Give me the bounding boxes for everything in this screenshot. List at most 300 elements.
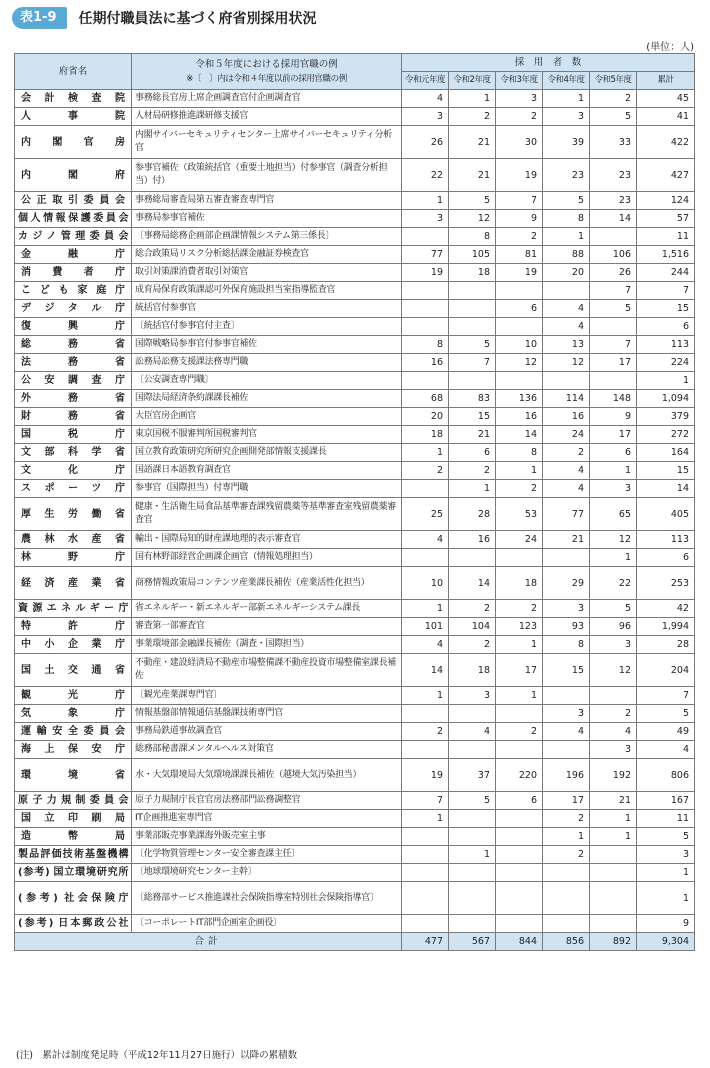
hire-count: 6 (590, 444, 637, 462)
hire-count: 20 (543, 264, 590, 282)
total-value: 567 (449, 933, 496, 951)
table-row (15, 228, 695, 246)
job-title: 人材局研修推進課研修支援官 (132, 108, 402, 126)
job-title: 〔観光産業課専門官〕 (132, 687, 402, 705)
job-title: 総合政策局リスク分析総括課金融証券検査官 (132, 246, 402, 264)
hire-count (543, 549, 590, 567)
hire-count: 10 (402, 567, 449, 600)
job-title: 〔地球環境研究センター主幹〕 (132, 864, 402, 882)
cumulative-count: 57 (637, 210, 695, 228)
hire-count (543, 741, 590, 759)
table-row (15, 882, 695, 915)
hire-count: 37 (449, 759, 496, 792)
hire-count: 4 (590, 723, 637, 741)
agency-name: (参考) 社会保険庁 (15, 882, 132, 915)
hire-count: 1 (496, 687, 543, 705)
agency-name: 法務省 (15, 354, 132, 372)
hire-count (402, 372, 449, 390)
hire-count: 77 (543, 498, 590, 531)
hire-count: 123 (496, 618, 543, 636)
hire-count: 2 (543, 444, 590, 462)
hire-count (496, 846, 543, 864)
hire-count: 2 (402, 723, 449, 741)
hire-count (543, 915, 590, 933)
hiring-table (14, 53, 695, 951)
hire-count (590, 882, 637, 915)
hire-count: 3 (543, 108, 590, 126)
cumulative-count: 113 (637, 531, 695, 549)
hire-count: 68 (402, 390, 449, 408)
table-row (15, 687, 695, 705)
table-row (15, 864, 695, 882)
hire-count: 5 (590, 300, 637, 318)
hire-count: 8 (543, 210, 590, 228)
hire-count: 148 (590, 390, 637, 408)
hire-count: 9 (590, 408, 637, 426)
hire-count (496, 741, 543, 759)
hire-count (590, 687, 637, 705)
hire-count: 5 (449, 192, 496, 210)
cumulative-count: 11 (637, 228, 695, 246)
job-title: 訟務局訟務支援課法務専門職 (132, 354, 402, 372)
job-title: 東京国税不服審判所国税審判官 (132, 426, 402, 444)
agency-name: 特許庁 (15, 618, 132, 636)
table-row (15, 336, 695, 354)
hire-count: 3 (590, 741, 637, 759)
total-cumulative: 9,304 (637, 933, 695, 951)
table-row (15, 390, 695, 408)
hire-count: 26 (590, 264, 637, 282)
job-title: 健康・生活衛生局食品基準審査課残留農薬等基準審査室残留農薬審査官 (132, 498, 402, 531)
hire-count: 5 (590, 600, 637, 618)
hire-count: 7 (590, 336, 637, 354)
hire-count: 23 (590, 192, 637, 210)
job-title: 輸出・国際局知的財産課地理的表示審査官 (132, 531, 402, 549)
total-value: 844 (496, 933, 543, 951)
agency-name: 公安調査庁 (15, 372, 132, 390)
agency-name: 林野庁 (15, 549, 132, 567)
hire-count: 53 (496, 498, 543, 531)
hire-count: 1 (543, 228, 590, 246)
hire-count: 26 (402, 126, 449, 159)
hire-count: 93 (543, 618, 590, 636)
cumulative-count: 14 (637, 480, 695, 498)
hire-count: 12 (449, 210, 496, 228)
hire-count: 4 (402, 636, 449, 654)
agency-name: 総務省 (15, 336, 132, 354)
table-row (15, 480, 695, 498)
cumulative-count: 7 (637, 687, 695, 705)
hire-count: 1 (496, 636, 543, 654)
cumulative-count: 5 (637, 828, 695, 846)
hire-count (402, 300, 449, 318)
hire-count (496, 549, 543, 567)
hire-count: 21 (449, 159, 496, 192)
hire-count: 101 (402, 618, 449, 636)
hire-count (543, 864, 590, 882)
job-title: 内閣サイバーセキュリティセンター上席サイバーセキュリティ分析官 (132, 126, 402, 159)
job-title: 事業環境部金融課長補佐（調査・国際担当） (132, 636, 402, 654)
table-row (15, 759, 695, 792)
job-title: 参事官（国際担当）付専門職 (132, 480, 402, 498)
table-row (15, 264, 695, 282)
cumulative-count: 42 (637, 600, 695, 618)
hire-count: 114 (543, 390, 590, 408)
hire-count: 14 (449, 567, 496, 600)
header-job-note: ※〔 〕内は令和４年度以前の採用官職の例 (186, 73, 347, 84)
table-row (15, 300, 695, 318)
table-row (15, 705, 695, 723)
job-title: 総務部秘書課メンタルヘルス対策官 (132, 741, 402, 759)
hire-count (496, 882, 543, 915)
hire-count: 22 (402, 159, 449, 192)
job-title: 事務局参事官補佐 (132, 210, 402, 228)
table-row (15, 354, 695, 372)
agency-name: 財務省 (15, 408, 132, 426)
hire-count: 21 (590, 792, 637, 810)
hire-count (590, 915, 637, 933)
agency-name: こども家庭庁 (15, 282, 132, 300)
agency-name: 公正取引委員会 (15, 192, 132, 210)
hire-count: 21 (449, 126, 496, 159)
table-row (15, 549, 695, 567)
hire-count: 5 (449, 792, 496, 810)
hire-count: 17 (590, 354, 637, 372)
header-job-main: 令和５年度における採用官職の例 (195, 58, 338, 70)
table-row (15, 828, 695, 846)
table-row (15, 792, 695, 810)
agency-name: 消費者庁 (15, 264, 132, 282)
table-row (15, 618, 695, 636)
job-title: 情報基盤部情報通信基盤課技術専門官 (132, 705, 402, 723)
job-title: 国語課日本語教育調査官 (132, 462, 402, 480)
cumulative-count: 124 (637, 192, 695, 210)
hire-count: 30 (496, 126, 543, 159)
cumulative-count: 167 (637, 792, 695, 810)
hire-count (449, 915, 496, 933)
table-row (15, 636, 695, 654)
job-title: 事務局鉄道事故調査官 (132, 723, 402, 741)
cumulative-count: 9 (637, 915, 695, 933)
hire-count: 12 (590, 654, 637, 687)
hire-count: 23 (543, 159, 590, 192)
cumulative-count: 45 (637, 90, 695, 108)
cumulative-count: 379 (637, 408, 695, 426)
agency-name: 環境省 (15, 759, 132, 792)
hire-count: 8 (496, 444, 543, 462)
cumulative-count: 1 (637, 372, 695, 390)
cumulative-count: 422 (637, 126, 695, 159)
agency-name: 国税庁 (15, 426, 132, 444)
hire-count (496, 705, 543, 723)
hire-count: 1 (590, 549, 637, 567)
hire-count: 1 (590, 462, 637, 480)
hire-count (449, 300, 496, 318)
agency-name: 外務省 (15, 390, 132, 408)
table-row (15, 444, 695, 462)
job-title: 事務総長官房上席企画調査官付企画調査官 (132, 90, 402, 108)
hire-count: 18 (449, 264, 496, 282)
hire-count: 14 (402, 654, 449, 687)
hire-count: 21 (449, 426, 496, 444)
hire-count (496, 828, 543, 846)
hire-count (402, 882, 449, 915)
table-row (15, 108, 695, 126)
agency-name: (参考) 日本郵政公社 (15, 915, 132, 933)
hire-count: 22 (590, 567, 637, 600)
job-title: 〔化学物質管理センター安全審査課主任〕 (132, 846, 402, 864)
hire-count (590, 228, 637, 246)
hire-count: 29 (543, 567, 590, 600)
hire-count: 23 (590, 159, 637, 192)
hire-count: 2 (496, 600, 543, 618)
cumulative-count: 3 (637, 846, 695, 864)
cumulative-count: 6 (637, 549, 695, 567)
table-row (15, 426, 695, 444)
hire-count: 1 (402, 192, 449, 210)
hire-count (402, 741, 449, 759)
job-title: 大臣官房企画官 (132, 408, 402, 426)
hire-count: 14 (590, 210, 637, 228)
hire-count: 28 (449, 498, 496, 531)
hire-count: 8 (402, 336, 449, 354)
hire-count: 1 (590, 828, 637, 846)
cumulative-count: 164 (637, 444, 695, 462)
hire-count (402, 828, 449, 846)
cumulative-count: 253 (637, 567, 695, 600)
agency-name: デジタル庁 (15, 300, 132, 318)
hire-count: 2 (543, 846, 590, 864)
job-title: 〔総務部サービス推進課社会保険指導室特別社会保険指導官〕 (132, 882, 402, 915)
hire-count (449, 882, 496, 915)
hire-count: 5 (543, 192, 590, 210)
agency-name: 観光庁 (15, 687, 132, 705)
hire-count: 16 (449, 531, 496, 549)
hire-count (402, 846, 449, 864)
hire-count (449, 705, 496, 723)
hire-count: 3 (543, 705, 590, 723)
hire-count: 15 (543, 654, 590, 687)
table-row (15, 723, 695, 741)
hire-count: 81 (496, 246, 543, 264)
table-row (15, 159, 695, 192)
hire-count: 5 (590, 108, 637, 126)
hire-count: 21 (543, 531, 590, 549)
job-title: 水・大気環境局大気環境課課長補佐（越境大気汚染担当） (132, 759, 402, 792)
cumulative-count: 806 (637, 759, 695, 792)
table-number-badge: 表1-9 (12, 7, 67, 29)
table-row (15, 654, 695, 687)
hire-count: 105 (449, 246, 496, 264)
hire-count: 3 (590, 636, 637, 654)
cumulative-count: 1,994 (637, 618, 695, 636)
table-row (15, 318, 695, 336)
total-label: 合計 (15, 933, 402, 951)
hire-count (402, 705, 449, 723)
table-row (15, 90, 695, 108)
job-title: 原子力規制庁長官官房法務部門訟務調整官 (132, 792, 402, 810)
hire-count (543, 882, 590, 915)
hire-count (590, 864, 637, 882)
hire-count: 83 (449, 390, 496, 408)
table-row (15, 531, 695, 549)
agency-name: 原子力規制委員会 (15, 792, 132, 810)
hire-count: 2 (496, 108, 543, 126)
cumulative-count: 1 (637, 882, 695, 915)
hire-count: 77 (402, 246, 449, 264)
header-job (132, 54, 402, 90)
agency-name: 資源エネルギー庁 (15, 600, 132, 618)
cumulative-count: 224 (637, 354, 695, 372)
hire-count (402, 228, 449, 246)
hire-count: 1 (543, 90, 590, 108)
job-title: 〔公安調査専門職〕 (132, 372, 402, 390)
hire-count (449, 741, 496, 759)
hire-count: 17 (590, 426, 637, 444)
hire-count (496, 915, 543, 933)
hire-count: 7 (402, 792, 449, 810)
hire-count: 33 (590, 126, 637, 159)
hire-count: 2 (449, 636, 496, 654)
table-row (15, 846, 695, 864)
table-row (15, 126, 695, 159)
hire-count: 10 (496, 336, 543, 354)
hire-count: 88 (543, 246, 590, 264)
hire-count: 1 (402, 687, 449, 705)
table-row (15, 498, 695, 531)
hire-count: 2 (590, 90, 637, 108)
hire-count: 24 (543, 426, 590, 444)
hire-count (449, 810, 496, 828)
hire-count: 1 (496, 462, 543, 480)
hire-count (449, 318, 496, 336)
hire-count (449, 549, 496, 567)
hire-count: 4 (543, 318, 590, 336)
unit-label: (単位：人) (646, 42, 694, 53)
cumulative-count: 49 (637, 723, 695, 741)
job-title: 統括官付参事官 (132, 300, 402, 318)
cumulative-count: 6 (637, 318, 695, 336)
hire-count: 1 (402, 810, 449, 828)
total-value: 892 (590, 933, 637, 951)
hire-count: 2 (590, 705, 637, 723)
header-hires: 採 用 者 数 (402, 54, 695, 72)
job-title: 取引対策課消費者取引対策官 (132, 264, 402, 282)
table-row (15, 810, 695, 828)
job-title: 不動産・建設経済局不動産市場整備課不動産投資市場整備室課長補佐 (132, 654, 402, 687)
hire-count: 25 (402, 498, 449, 531)
hire-count: 9 (496, 210, 543, 228)
cumulative-count: 28 (637, 636, 695, 654)
header-year: 令和2年度 (449, 72, 496, 90)
cumulative-count: 244 (637, 264, 695, 282)
table-row (15, 282, 695, 300)
table-row (15, 408, 695, 426)
total-value: 856 (543, 933, 590, 951)
agency-name: 中小企業庁 (15, 636, 132, 654)
job-title: 審査第一部審査官 (132, 618, 402, 636)
cumulative-count: 41 (637, 108, 695, 126)
hire-count: 14 (496, 426, 543, 444)
hire-count: 1 (543, 828, 590, 846)
job-title: 商務情報政策局コンテンツ産業課長補佐（産業活性化担当） (132, 567, 402, 600)
hire-count: 2 (543, 810, 590, 828)
agency-name: 復興庁 (15, 318, 132, 336)
hire-count (449, 372, 496, 390)
hire-count (402, 915, 449, 933)
hire-count: 4 (402, 531, 449, 549)
hire-count: 3 (590, 480, 637, 498)
hire-count: 12 (496, 354, 543, 372)
hire-count (496, 372, 543, 390)
hire-count (496, 318, 543, 336)
agency-name: スポーツ庁 (15, 480, 132, 498)
cumulative-count: 272 (637, 426, 695, 444)
hire-count: 19 (496, 159, 543, 192)
hire-count: 8 (543, 636, 590, 654)
footnote: (注) 累計は制度発足時（平成12年11月27日施行）以降の累積数 (16, 1050, 298, 1061)
hire-count (496, 282, 543, 300)
job-title: 〔事務局総務企画部企画課情報システム第三係長〕 (132, 228, 402, 246)
cumulative-count: 1,516 (637, 246, 695, 264)
header-year: 令和5年度 (590, 72, 637, 90)
hire-count: 17 (543, 792, 590, 810)
table-row (15, 210, 695, 228)
table-row (15, 915, 695, 933)
agency-name: カジノ管理委員会 (15, 228, 132, 246)
agency-name: 製品評価技術基盤機構 (15, 846, 132, 864)
cumulative-count: 15 (637, 462, 695, 480)
header-agency: 府省名 (15, 54, 132, 90)
hire-count (449, 864, 496, 882)
hire-count: 1 (449, 90, 496, 108)
hire-count: 12 (590, 531, 637, 549)
cumulative-count: 1,094 (637, 390, 695, 408)
job-title: 成育局保育政策課認可外保育施設担当室指導監査官 (132, 282, 402, 300)
hire-count: 3 (543, 600, 590, 618)
hire-count (543, 687, 590, 705)
hire-count: 18 (496, 567, 543, 600)
job-title: 〔コーポレートIT部門企画室企画役〕 (132, 915, 402, 933)
hire-count: 136 (496, 390, 543, 408)
hire-count: 96 (590, 618, 637, 636)
cumulative-count: 15 (637, 300, 695, 318)
total-value: 477 (402, 933, 449, 951)
agency-name: 国立印刷局 (15, 810, 132, 828)
hire-count (402, 864, 449, 882)
job-title: 国際法局経済条約課課長補佐 (132, 390, 402, 408)
hire-count: 220 (496, 759, 543, 792)
agency-name: 内閣官房 (15, 126, 132, 159)
hire-count: 4 (543, 300, 590, 318)
job-title: 省エネルギー・新エネルギー部新エネルギーシステム課長 (132, 600, 402, 618)
hire-count: 1 (402, 444, 449, 462)
agency-name: 文化庁 (15, 462, 132, 480)
hire-count: 3 (402, 210, 449, 228)
cumulative-count: 5 (637, 705, 695, 723)
header-year: 令和元年度 (402, 72, 449, 90)
cumulative-count: 1 (637, 864, 695, 882)
table-row (15, 567, 695, 600)
hire-count (590, 318, 637, 336)
cumulative-count: 427 (637, 159, 695, 192)
agency-name: 造幣局 (15, 828, 132, 846)
agency-name: 会計検査院 (15, 90, 132, 108)
page-title: 任期付職員法に基づく府省別採用状況 (78, 11, 317, 27)
cumulative-count: 113 (637, 336, 695, 354)
table-row (15, 246, 695, 264)
hire-count: 7 (496, 192, 543, 210)
